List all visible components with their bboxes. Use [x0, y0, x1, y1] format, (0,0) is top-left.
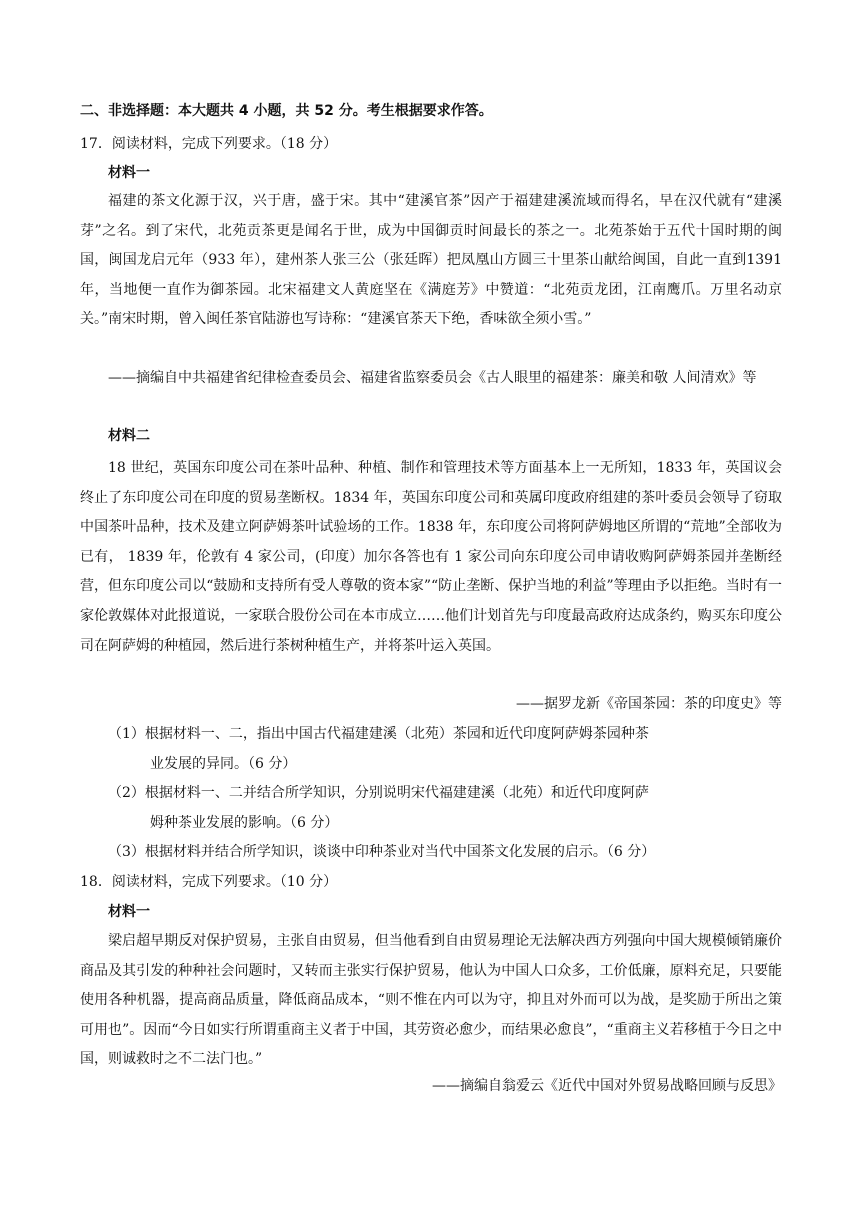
q17-sub-question-2-line-2: 姆种茶业发展的影响。（6 分）: [150, 815, 339, 831]
section-title: 二、非选择题：本大题共 4 小题，共 52 分。考生根据要求作答。: [80, 103, 493, 119]
q17-material-2-source: ——据罗龙新《帝国茶园：茶的印度史》等: [516, 696, 782, 712]
q17-sub-question-1-line-1: （1）根据材料一、二，指出中国古代福建建溪（北苑）茶园和近代印度阿萨姆茶园种茶: [108, 726, 649, 742]
q18-material-1-text: 梁启超早期反对保护贸易，主张自由贸易，但当他看到自由贸易理论无法解决西方列强向中国大规模倾销廉价商品及其引发的种种社会问题时，又转而主张实行保护贸易，他认为中国人口众多，工价低廉，原料充足，只要能使用各种机器，提高商品质量，降低商品成本，“则不惟在内可以为守，抑且对外而可以为战，是奖励于所出之策可用也”。因而“今日如实行所谓重商主义者于中国，其劳资必愈少，而结果必愈良”，“重商主义若移植于今日之中国，则诚救时之不二法门也。”: [80, 933, 782, 1068]
q17-material-1-source: ——摘编自中共福建省纪律检查委员会、福建省监察委员会《古人眼里的福建茶：廉美和敬 人间清欢》等: [108, 370, 757, 386]
question-18-stem: 18．阅读材料，完成下列要求。（10 分）: [80, 874, 338, 890]
q18-material-1-source: ——摘编自翁爱云《近代中国对外贸易战略回顾与反思》: [432, 1078, 782, 1094]
q17-material-2-text: 18 世纪，英国东印度公司在茶叶品种、种植、制作和管理技术等方面基本上一无所知，1833 年，英国议会终止了东印度公司在印度的贸易垄断权。1834 年，英国东印度公司和英属印度政府组建的茶叶委员会领导了窃取中国茶叶品种，技术及建立阿萨姆茶叶试验场的工作。1838 年，东印度公司将阿萨姆地区所谓的“荒地”全部收为已有， 1839 年，伦敦有 4 家公司，(印度）加尔各答也有 1 家公司向东印度公司申请收购阿萨姆茶园并垄断经营，但东印度公司以“鼓励和支持所有受人尊敬的资本家”“防止垄断、保护当地的利益”等理由予以拒绝。当时有一家伦敦媒体对此报道说，一家联合股份公司在本市成立……他们计划首先与印度最高政府达成条约，购买东印度公司在阿萨姆的种植园，然后进行茶树种植生产，并将茶叶运入英国。: [80, 460, 782, 654]
q17-material-2-label: 材料二: [108, 428, 150, 444]
q17-material-1-text: 福建的茶文化源于汉，兴于唐，盛于宋。其中“建溪官茶”因产于福建建溪流域而得名，早在汉代就有“建溪芽”之名。到了宋代，北苑贡茶更是闻名于世，成为中国御贡时间最长的茶之一。北苑茶始于五代十国时期的闽国，闽国龙启元年（933 年），建州茶人张三公（张廷晖）把凤凰山方圆三十里茶山献给闽国，自此一直到1391 年，当地便一直作为御茶园。北宋福建文人黄庭坚在《满庭芳》中赞道：“北苑贡龙团，江南鹰爪。万里名动京关。”南宋时期，曾入闽任茶官陆游也写诗称：“建溪官茶天下绝，香味欲全须小雪。”: [80, 193, 782, 328]
q17-sub-question-2-line-1: （2）根据材料一、二并结合所学知识，分别说明宋代福建建溪（北苑）和近代印度阿萨: [108, 785, 649, 801]
question-17-stem: 17．阅读材料，完成下列要求。（18 分）: [80, 136, 338, 152]
q17-material-1-label: 材料一: [108, 165, 150, 181]
q17-sub-question-1-line-2: 业发展的异同。（6 分）: [150, 756, 297, 772]
q17-sub-question-3: （3）根据材料并结合所学知识，谈谈中印种茶业对当代中国茶文化发展的启示。（6 分）: [108, 844, 656, 860]
q18-material-1-label: 材料一: [108, 904, 150, 920]
